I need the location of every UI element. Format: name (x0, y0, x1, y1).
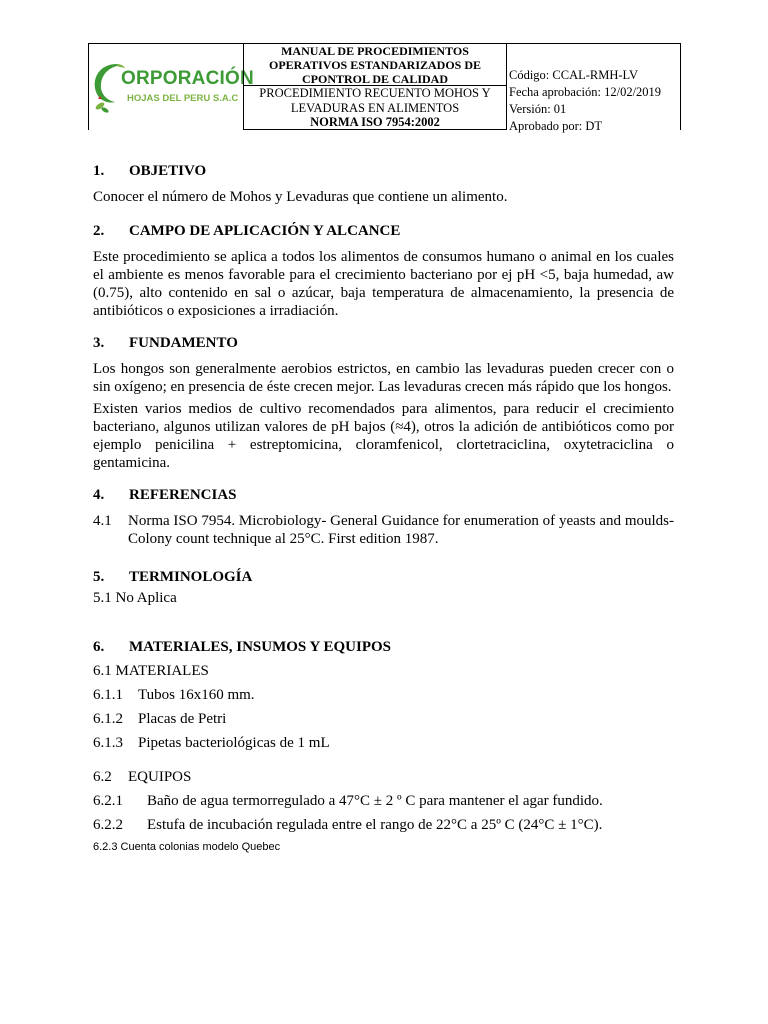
approval-date: Fecha aprobación: 12/02/2019 (509, 85, 662, 99)
section-number: 2. (93, 223, 105, 239)
list-item (93, 734, 674, 752)
item-number: 6.2.1 (93, 793, 123, 809)
item-number: 6.2 (93, 769, 112, 785)
item-text: Pipetas bacteriológicas de 1 mL (138, 735, 330, 751)
list-item (93, 686, 674, 704)
section-heading-referencias (93, 486, 674, 504)
section-number: 3. (93, 335, 105, 351)
title-line: CPONTROL DE CALIDAD (301, 72, 448, 86)
document-body (93, 162, 674, 856)
procedure-line: PROCEDIMIENTO RECUENTO MOHOS Y (259, 86, 491, 100)
item-number: 6.1.2 (93, 711, 123, 727)
reference-item (93, 512, 674, 548)
section-title: REFERENCIAS (129, 487, 237, 503)
item-text: EQUIPOS (128, 769, 192, 785)
section-number: 4. (93, 487, 105, 503)
section-number: 5. (93, 569, 105, 585)
logo-sub-text: HOJAS DEL PERU S.A.C (127, 93, 239, 104)
document-version: Versión: 01 (509, 102, 567, 116)
reference-number: 4.1 (93, 513, 112, 529)
fundamento-p2: Existen varios medios de cultivo recomendados para alimentos, para reducir el crecimiento bacteriano, algunos utilizan valores de pH bajos (≈4), otros la adición de antibióticos como por ejemplo penicilina + estreptomicina, cloramfenicol, clortetraciclina, oxytetraciclina o gentamicina. (93, 401, 674, 471)
item-text: Baño de agua termorregulado a 47°C ± 2 º C para mantener el agar fundido. (147, 793, 603, 809)
section-title: CAMPO DE APLICACIÓN Y ALCANCE (129, 223, 401, 239)
terminologia-text: 5.1 No Aplica (93, 590, 177, 606)
item-text: Placas de Petri (138, 711, 227, 727)
manual-title (243, 43, 507, 86)
section-heading-materiales (93, 638, 674, 656)
item-text: Tubos 16x160 mm. (138, 687, 255, 703)
materials-subheading: 6.1 MATERIALES (93, 663, 209, 679)
list-item (93, 792, 674, 810)
section-number: 6. (93, 639, 105, 655)
fundamento-p1: Los hongos son generalmente aerobios estrictos, en cambio las levaduras pueden crecer con o sin oxígeno; en presencia de éste crecen mejor. Las levaduras crecen más rápido que los hongos. (93, 361, 674, 395)
title-line: OPERATIVOS ESTANDARIZADOS DE (268, 58, 482, 72)
list-item (93, 710, 674, 728)
logo-cell (88, 43, 254, 130)
logo-main-text: ORPORACIÓN (121, 68, 254, 89)
section-title: FUNDAMENTO (129, 335, 238, 351)
section-title: OBJETIVO (129, 163, 207, 179)
item-number: 6.1.1 (93, 687, 123, 703)
company-logo (91, 58, 254, 122)
procedure-line: LEVADURAS EN ALIMENTOS (290, 100, 460, 115)
section-title: MATERIALES, INSUMOS Y EQUIPOS (129, 639, 391, 655)
item-number: 6.1.3 (93, 735, 123, 751)
section-heading-objetivo (93, 162, 674, 180)
list-item (93, 816, 674, 834)
document-code: Código: CCAL-RMH-LV (509, 68, 639, 82)
item-text: Estufa de incubación regulada entre el rango de 22°C a 25º C (24°C ± 1°C). (147, 817, 603, 833)
equipment-subheading (93, 768, 674, 786)
title-line: MANUAL DE PROCEDIMIENTOS (281, 44, 469, 58)
item-number: 6.2.2 (93, 817, 123, 833)
document-metadata (507, 43, 681, 133)
approved-by: Aprobado por: DT (509, 119, 603, 133)
section-heading-fundamento (93, 334, 674, 352)
section-heading-terminologia (93, 568, 674, 586)
norm-label: NORMA ISO 7954:2002 (310, 115, 440, 129)
campo-text: Este procedimiento se aplica a todos los alimentos de consumos humano o animal en los cuales el ambiente es menos favorable para el crecimiento bacteriano por ej pH <5, baja humedad, aw (0.75), alto contenido en sal o azúcar, baja temperatura de almacenamiento, la presencia de antibióticos o exposiciones a irradiación. (93, 249, 674, 319)
section-heading-campo (93, 222, 674, 240)
section-title: TERMINOLOGÍA (129, 569, 253, 585)
section-number: 1. (93, 163, 105, 179)
procedure-title (243, 86, 507, 130)
document-header (88, 43, 681, 133)
reference-text: Norma ISO 7954. Microbiology- General Guidance for enumeration of yeasts and moulds- Colony count technique al 25°C. First edition 1987. (128, 513, 674, 547)
objetivo-text: Conocer el número de Mohos y Levaduras que contiene un alimento. (93, 189, 508, 205)
list-item-last: 6.2.3 Cuenta colonias modelo Quebec (93, 841, 281, 853)
